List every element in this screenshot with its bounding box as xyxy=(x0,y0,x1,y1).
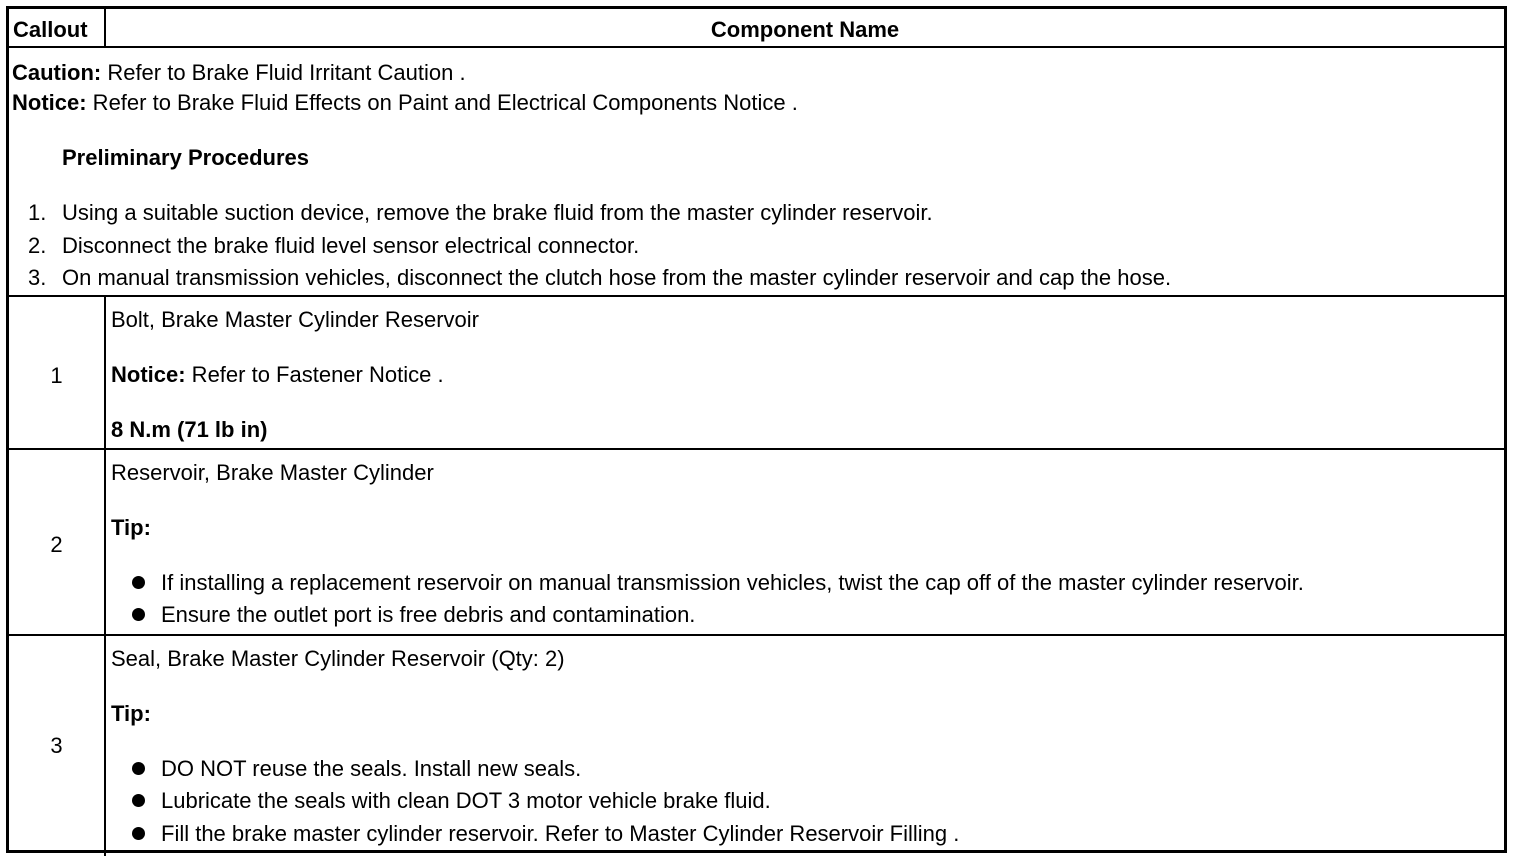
row-notice-text: Refer to Fastener Notice . xyxy=(185,362,444,387)
step-text: On manual transmission vehicles, disconnect the clutch hose from the master cylinder reservoir and cap the hose. xyxy=(62,265,1172,290)
step-number: 3. xyxy=(28,265,47,290)
component-name: Seal, Brake Master Cylinder Reservoir (Qty: 2) xyxy=(111,646,565,671)
bullet-icon xyxy=(132,576,145,589)
bullet-icon xyxy=(132,608,145,621)
tip-label: Tip: xyxy=(111,515,151,540)
notice-text: Refer to Brake Fluid Effects on Paint and Electrical Components Notice . xyxy=(86,90,798,115)
caution-label: Caution: xyxy=(12,60,102,85)
tip-item: Lubricate the seals with clean DOT 3 motor vehicle brake fluid. xyxy=(161,788,771,813)
notice-label: Notice: xyxy=(12,90,87,115)
step-number: 2. xyxy=(28,233,47,258)
caution-line xyxy=(12,60,466,86)
component-name: Bolt, Brake Master Cylinder Reservoir xyxy=(111,307,480,332)
bullet-icon xyxy=(132,827,145,840)
callout-number: 2 xyxy=(50,532,63,557)
row-notice xyxy=(111,362,444,388)
bullet-icon xyxy=(132,794,145,807)
row-separator xyxy=(9,634,1504,636)
tip-label: Tip: xyxy=(111,701,151,726)
row-separator xyxy=(9,448,1504,450)
tip-item: DO NOT reuse the seals. Install new seals. xyxy=(161,756,582,781)
header-separator xyxy=(9,46,1504,48)
torque-spec: 8 N.m (71 lb in) xyxy=(111,417,268,442)
column-divider xyxy=(104,449,106,635)
section-title: Preliminary Procedures xyxy=(62,145,310,170)
column-divider xyxy=(104,635,106,856)
header-component-name: Component Name xyxy=(710,17,900,42)
caution-text: Refer to Brake Fluid Irritant Caution . xyxy=(101,60,466,85)
row-notice-label: Notice: xyxy=(111,362,186,387)
column-divider xyxy=(104,296,106,449)
row-separator xyxy=(9,295,1504,297)
step-number: 1. xyxy=(28,200,47,225)
component-name: Reservoir, Brake Master Cylinder xyxy=(111,460,434,485)
callout-number: 1 xyxy=(50,363,63,388)
tip-item: Fill the brake master cylinder reservoir. Refer to Master Cylinder Reservoir Filling . xyxy=(161,821,960,846)
header-callout: Callout xyxy=(13,17,88,42)
callout-number: 3 xyxy=(50,733,63,758)
bullet-icon xyxy=(132,762,145,775)
tip-item: If installing a replacement reservoir on manual transmission vehicles, twist the cap off of the master cylinder reservoir. xyxy=(161,570,1304,595)
notice-line xyxy=(12,90,798,116)
step-text: Using a suitable suction device, remove the brake fluid from the master cylinder reservoir. xyxy=(62,200,933,225)
component-table xyxy=(6,6,1507,853)
tip-item: Ensure the outlet port is free debris and contamination. xyxy=(161,602,696,627)
step-text: Disconnect the brake fluid level sensor electrical connector. xyxy=(62,233,640,258)
